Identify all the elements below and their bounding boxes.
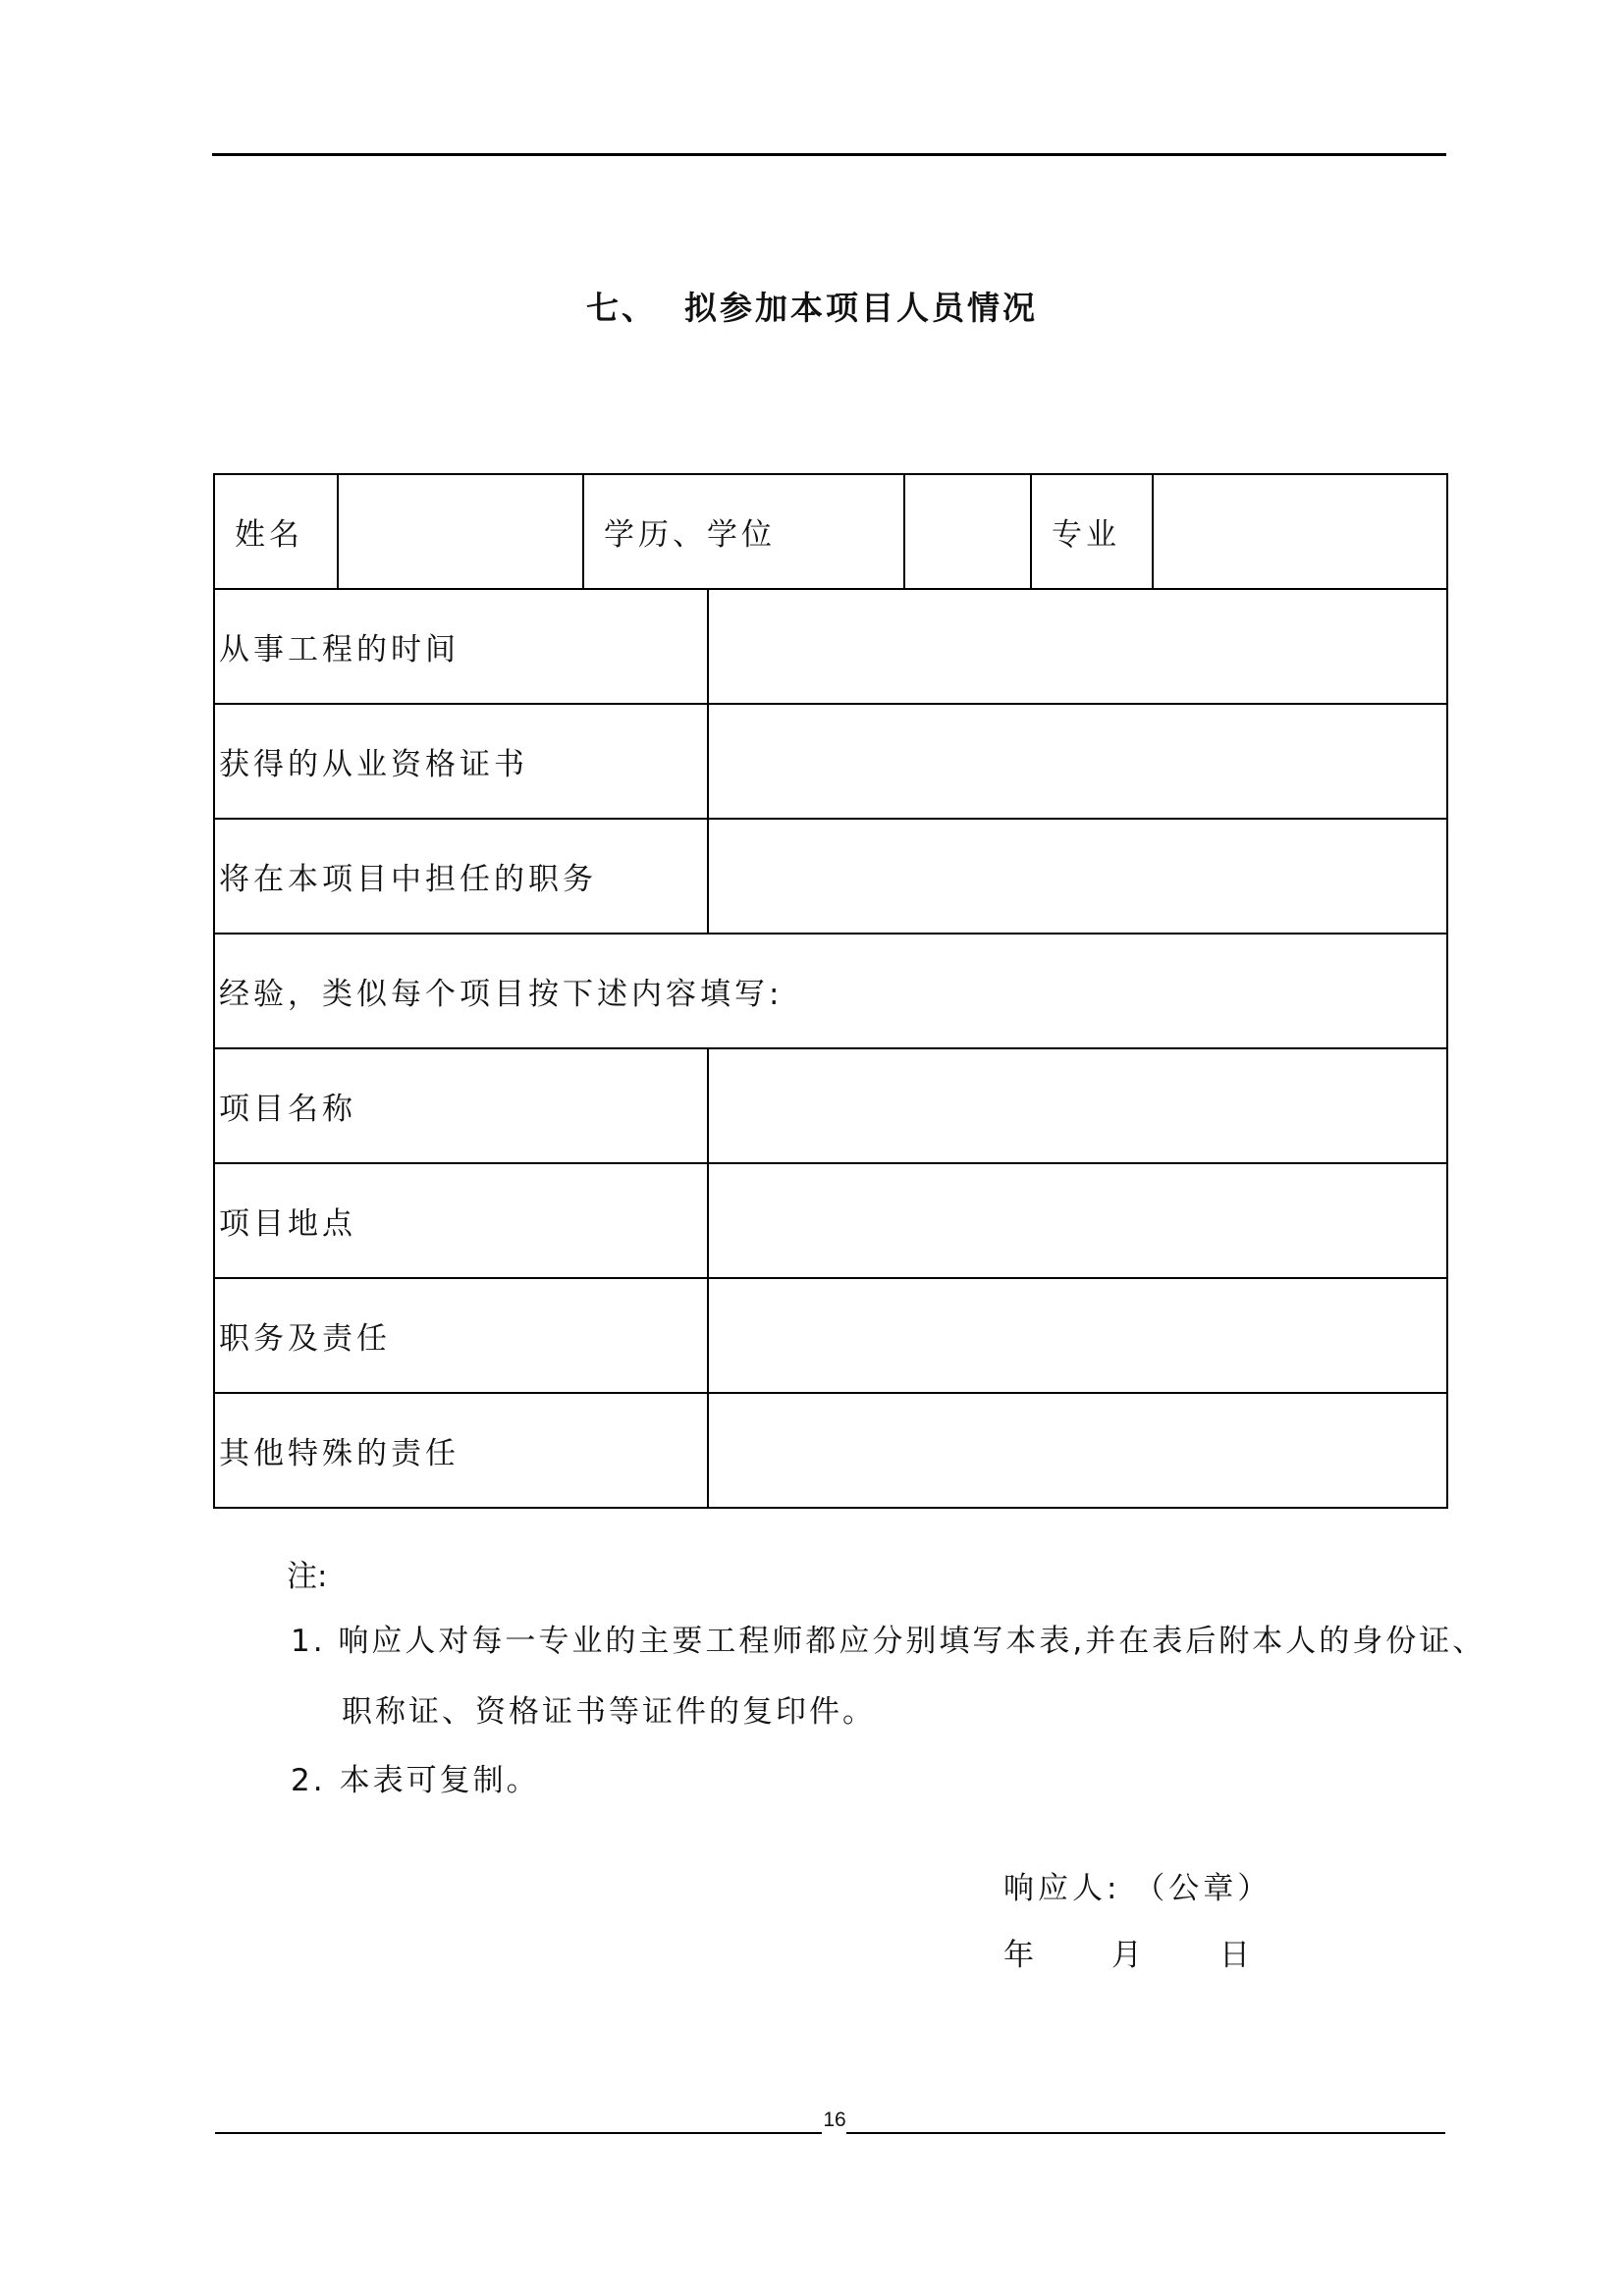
header-rule (212, 153, 1446, 156)
note-item-2-text: 本表可复制。 (339, 1763, 540, 1798)
degree-label: 学历、学位 (583, 474, 904, 589)
other-duties-label: 其他特殊的责任 (214, 1393, 708, 1508)
project-location-label: 项目地点 (214, 1163, 708, 1278)
duties-label: 职务及责任 (214, 1278, 708, 1393)
table-row (214, 1278, 1447, 1393)
footer-rule-left (215, 2132, 822, 2134)
duties-field[interactable] (708, 1278, 1447, 1393)
table-row (214, 1048, 1447, 1163)
project-name-field[interactable] (708, 1048, 1447, 1163)
project-name-label: 项目名称 (214, 1048, 708, 1163)
engineering-time-field[interactable] (708, 589, 1447, 704)
position-field[interactable] (708, 819, 1447, 934)
personnel-form-table (213, 473, 1448, 1509)
table-row (214, 1163, 1447, 1278)
section-title: 拟参加本项目人员情况 (684, 289, 1038, 327)
experience-header: 经验，类似每个项目按下述内容填写: (214, 934, 1447, 1048)
year-label: 年 (1003, 1938, 1034, 1973)
section-number: 七、 (586, 289, 657, 327)
degree-field[interactable] (904, 474, 1031, 589)
table-row (214, 1393, 1447, 1508)
position-label: 将在本项目中担任的职务 (214, 819, 708, 934)
note-item-1-line-2: 职称证、资格证书等证件的复印件。 (342, 1694, 876, 1730)
notes-title: 注: (287, 1559, 328, 1594)
responder-seal-line: 响应人: （公章） (1003, 1871, 1272, 1906)
engineering-time-label: 从事工程的时间 (214, 589, 708, 704)
table-row (214, 934, 1447, 1048)
table-row (214, 474, 1447, 589)
certificates-field[interactable] (708, 704, 1447, 819)
certificates-label: 获得的从业资格证书 (214, 704, 708, 819)
name-field[interactable] (338, 474, 583, 589)
page-title (0, 283, 1624, 329)
page-number: 16 (823, 2109, 846, 2131)
footer-rule-right (846, 2132, 1445, 2134)
project-location-field[interactable] (708, 1163, 1447, 1278)
note-item-2-number: 2. (291, 1763, 326, 1798)
table-row (214, 589, 1447, 704)
other-duties-field[interactable] (708, 1393, 1447, 1508)
note-item-2 (291, 1755, 540, 1799)
month-label: 月 (1111, 1938, 1142, 1973)
note-item-1-line-1: 1. 响应人对每一专业的主要工程师都应分别填写本表,并在表后附本人的身份证、 (291, 1624, 1487, 1659)
day-label: 日 (1219, 1938, 1250, 1973)
table-row (214, 704, 1447, 819)
major-label: 专业 (1031, 474, 1153, 589)
name-label: 姓名 (214, 474, 338, 589)
table-row (214, 819, 1447, 934)
major-field[interactable] (1153, 474, 1447, 589)
date-line (1003, 1930, 1327, 1974)
